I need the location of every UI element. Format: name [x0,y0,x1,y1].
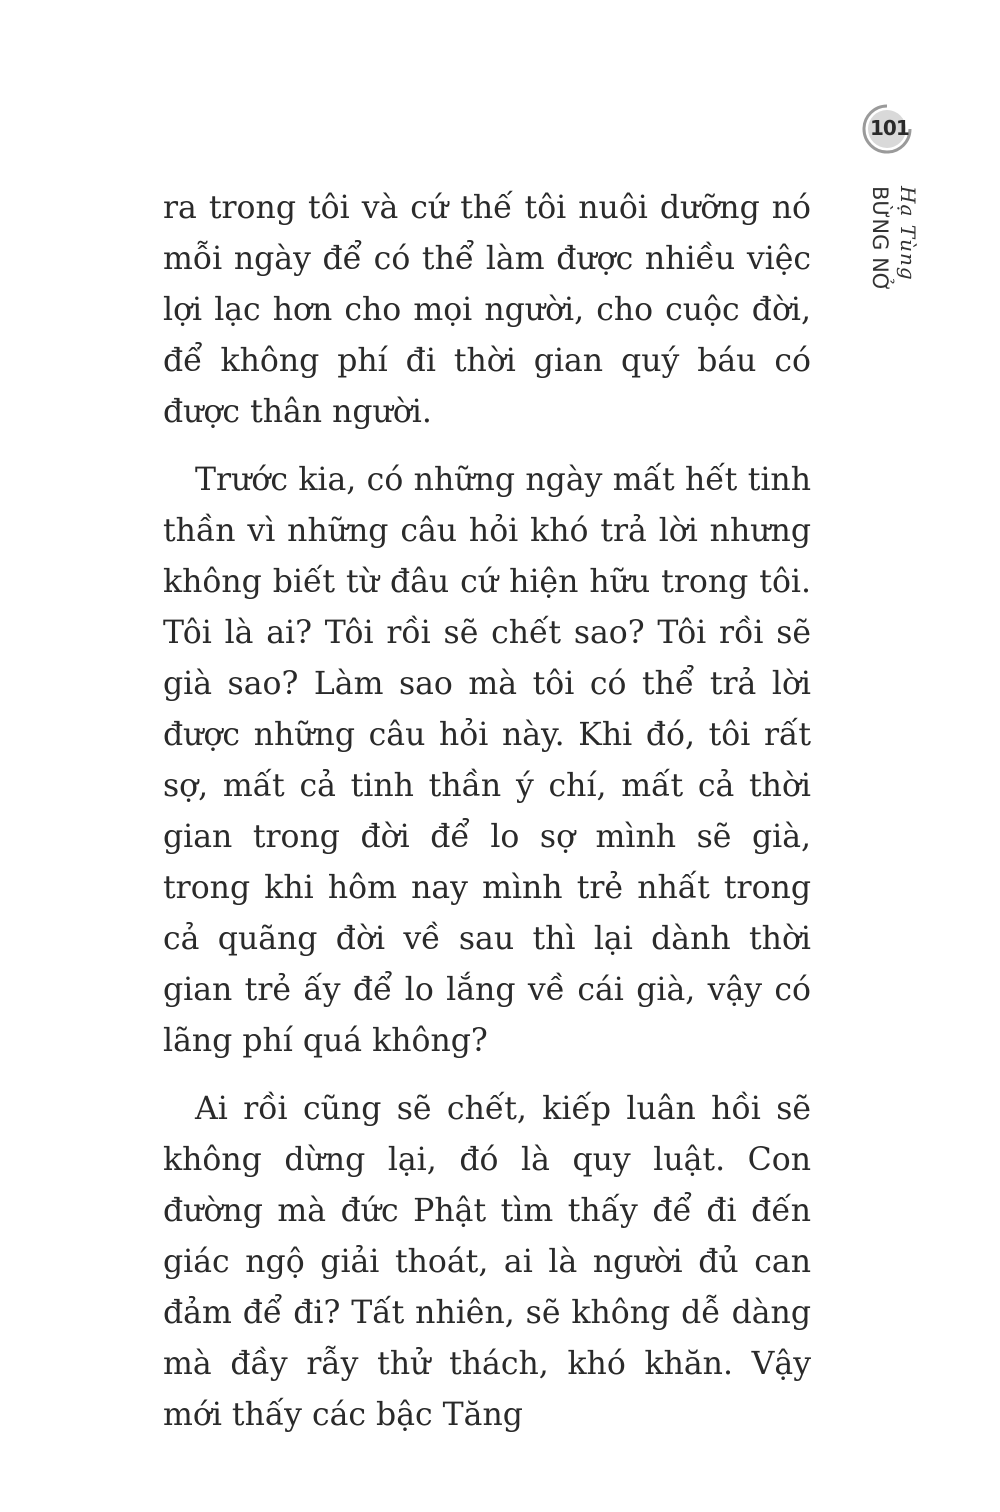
page-number-badge [862,104,912,154]
paragraph-1: ra trong tôi và cứ thế tôi nuôi dưỡng nó mỗi ngày để có thể làm được nhiều việc lợi lạc hơn cho mọi người, cho cuộc đời, để không phí đi thời gian quý báu có được thân người. [163,190,811,430]
body-text [163,183,811,1458]
paragraph-2: Trước kia, có những ngày mất hết tinh thần vì những câu hỏi khó trả lời nhưng không biết từ đâu cứ hiện hữu trong tôi. Tôi là ai? Tôi rồi sẽ chết sao? Tôi rồi sẽ già sao? Làm sao mà tôi có thể trả lời được những câu hỏi này. Khi đó, tôi rất sợ, mất cả tinh thần ý chí, mất cả thời gian trong đời để lo sợ mình sẽ già, trong khi hôm nay mình trẻ nhất trong cả quãng đời về sau thì lại dành thời gian trẻ ấy để lo lắng về cái già, vậy có lãng phí quá không? [163,462,811,1059]
book-author-signature: Hạ Tùng [896,186,920,281]
book-title: BỪNG NỞ [868,186,892,292]
running-header [868,186,928,296]
page-number: 101 [870,116,909,140]
paragraph-3: Ai rồi cũng sẽ chết, kiếp luân hồi sẽ không dừng lại, đó là quy luật. Con đường mà đức Phật tìm thấy để đi đến giác ngộ giải thoát, ai là người đủ can đảm để đi? Tất nhiên, sẽ không dễ dàng mà đầy rẫy thử thách, khó khăn. Vậy mới thấy các bậc Tăng [163,1091,811,1433]
